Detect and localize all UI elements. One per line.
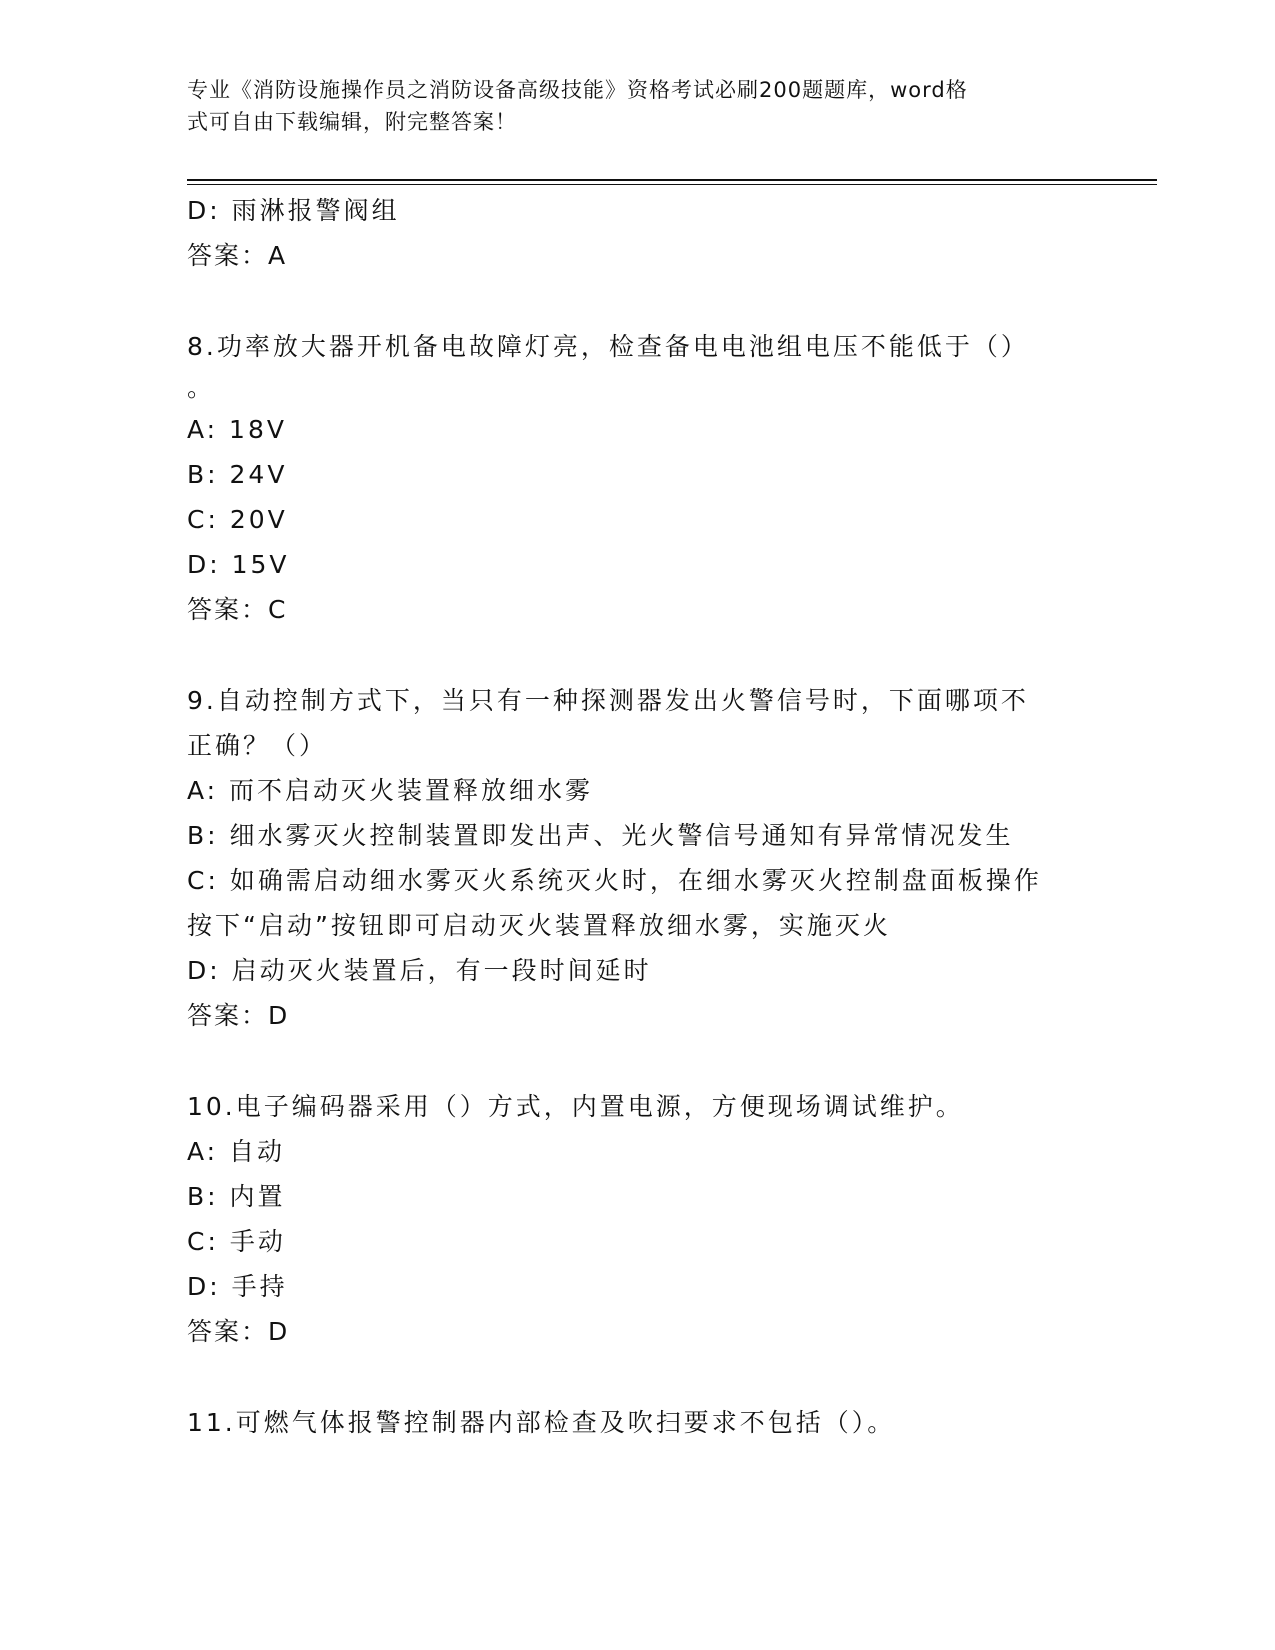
question-9-option-c: C: 如确需启动细水雾灭火系统灭火时，在细水雾灭火控制盘面板操作 (187, 866, 1042, 895)
question-9-answer: 答案：D (187, 1001, 290, 1030)
header-divider-thin (187, 184, 1157, 185)
question-10-option-c: C: 手动 (187, 1227, 286, 1256)
answer: 答案：A (187, 241, 288, 270)
spacer (187, 278, 1087, 324)
question-9-option-c-cont: 按下“启动”按钮即可启动灭火装置释放细水雾，实施灭火 (187, 911, 891, 940)
question-8-option-d: D: 15V (187, 550, 290, 579)
question-9-option-d: D: 启动灭火装置后，有一段时间延时 (187, 956, 652, 985)
question-10-stem: 10.电子编码器采用（）方式，内置电源，方便现场调试维护。 (187, 1092, 964, 1121)
question-9-option-b: B: 细水雾灭火控制装置即发出声、光火警信号通知有异常情况发生 (187, 821, 1014, 850)
question-9-stem: 9.自动控制方式下，当只有一种探测器发出火警信号时，下面哪项不 (187, 686, 1029, 715)
question-10-option-b: B: 内置 (187, 1182, 286, 1211)
question-10-option-a: A: 自动 (187, 1137, 286, 1166)
header-divider-thick (187, 179, 1157, 181)
question-8-stem-cont: 。 (187, 373, 216, 402)
document-header (187, 74, 1067, 138)
question-content (187, 188, 1087, 1445)
question-8-answer: 答案：C (187, 595, 288, 624)
question-8-option-a: A: 18V (187, 415, 287, 444)
spacer (187, 1038, 1087, 1084)
question-11-stem: 11.可燃气体报警控制器内部检查及吹扫要求不包括（）。 (187, 1408, 896, 1437)
question-9-stem-cont: 正确？（） (187, 731, 328, 760)
question-8-option-c: C: 20V (187, 505, 288, 534)
header-line-1: 专业《消防设施操作员之消防设备高级技能》资格考试必刷200题题库，word格 (187, 78, 968, 102)
question-8-option-b: B: 24V (187, 460, 288, 489)
question-9-option-a: A: 而不启动灭火装置释放细水雾 (187, 776, 594, 805)
question-10-answer: 答案：D (187, 1317, 290, 1346)
question-10-option-d: D: 手持 (187, 1272, 288, 1301)
option-d: D: 雨淋报警阀组 (187, 196, 400, 225)
header-line-2: 式可自由下载编辑，附完整答案！ (187, 110, 517, 134)
spacer (187, 1354, 1087, 1400)
question-8-stem: 8.功率放大器开机备电故障灯亮，检查备电电池组电压不能低于（） (187, 332, 1029, 361)
spacer (187, 632, 1087, 678)
